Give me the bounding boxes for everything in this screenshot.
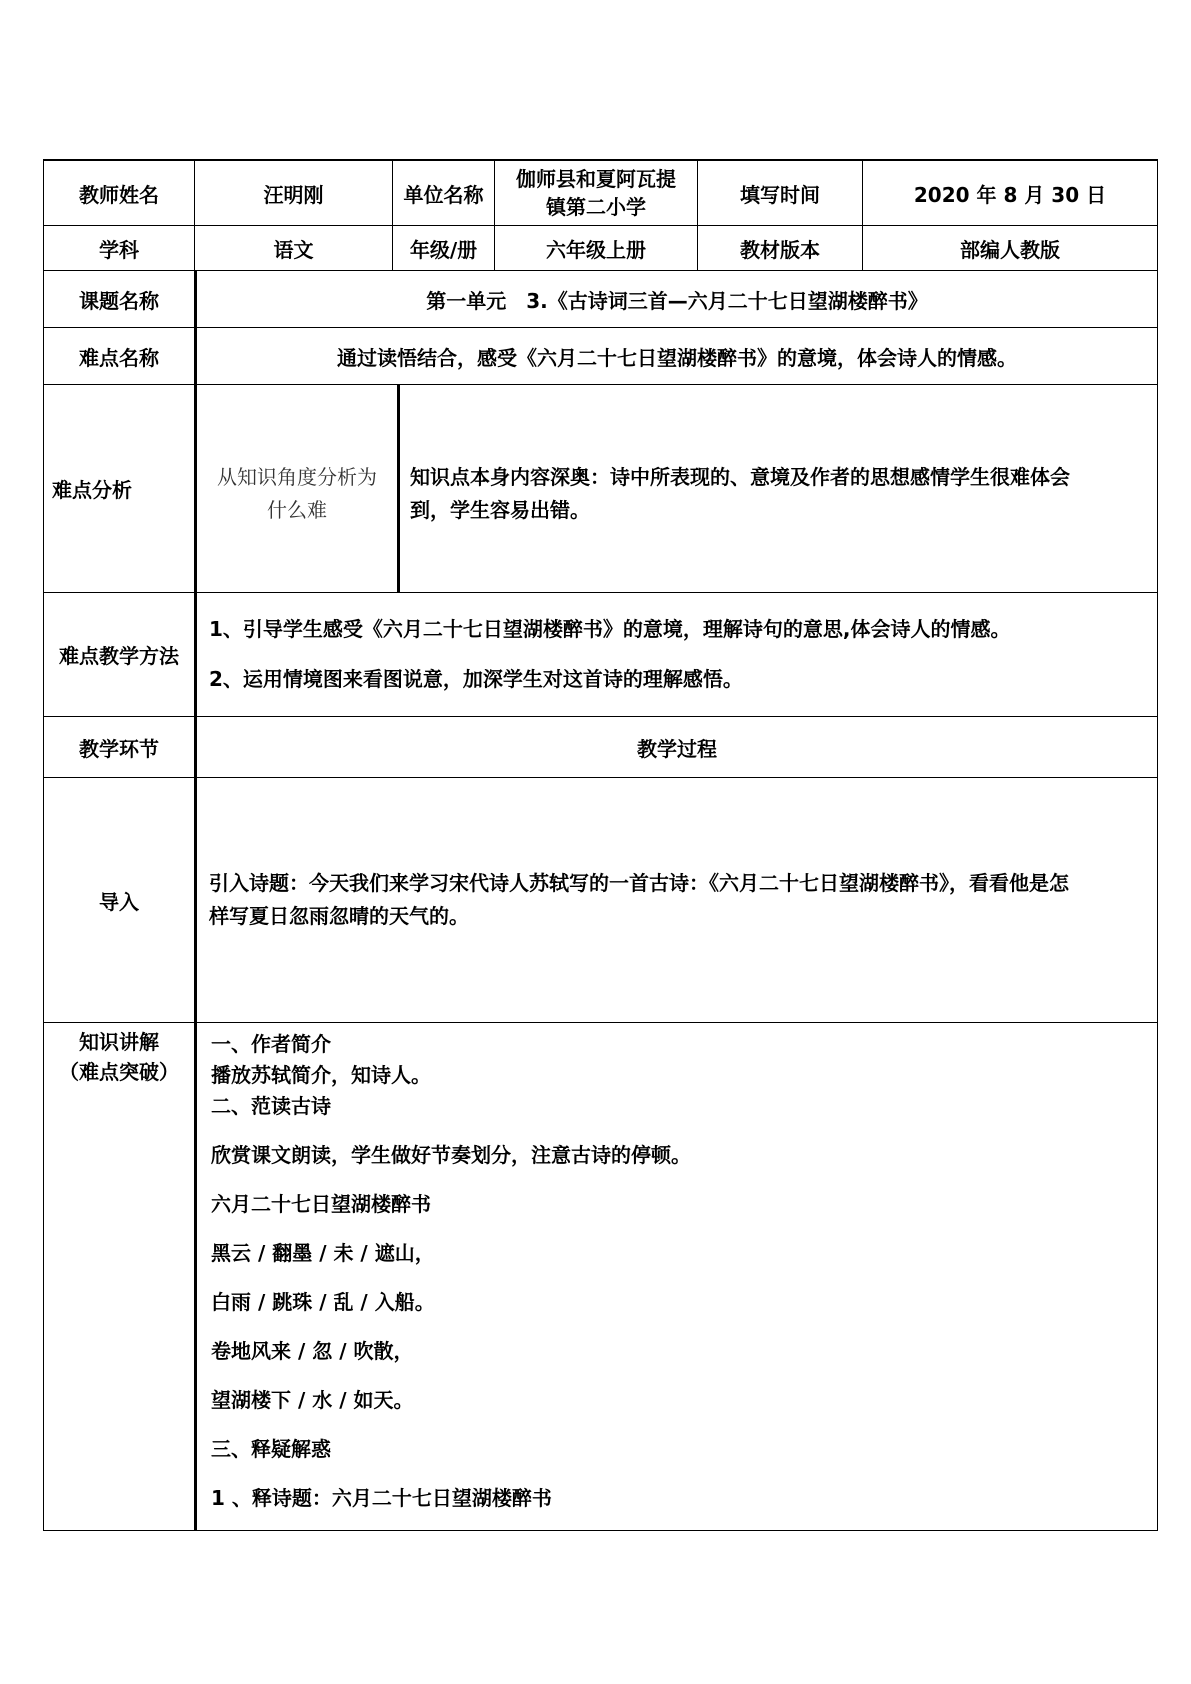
knowledge-content — [194, 1023, 1157, 1530]
fill-date-value: 2020 年 8 月 30 日 — [862, 161, 1157, 225]
method-label: 难点教学方法 — [59, 644, 179, 668]
knowledge-line: 欣赏课文朗读，学生做好节奏划分，注意古诗的停顿。 — [211, 1143, 691, 1167]
poem-line: 卷地风来 / 忽 / 吹散， — [211, 1339, 414, 1363]
table-row-knowledge — [44, 1023, 1157, 1530]
intro-text-line1: 引入诗题：今天我们来学习宋代诗人苏轼写的一首古诗：《六月二十七日望湖楼醉书》，看看他是怎 — [209, 871, 1069, 895]
analysis-sub-label — [194, 385, 397, 592]
analysis-label: 难点分析 — [52, 478, 132, 502]
knowledge-label-line2: （难点突破） — [59, 1060, 179, 1084]
difficulty-value: 通过读悟结合，感受《六月二十七日望湖楼醉书》的意境，体会诗人的情感。 — [194, 328, 1157, 384]
table-row-topic — [44, 271, 1157, 328]
unit-name-value — [494, 161, 697, 225]
table-row-teacher-info — [44, 161, 1157, 226]
edition-label: 教材版本 — [697, 226, 862, 270]
analysis-sub-label-line1: 从知识角度分析为 — [217, 465, 377, 489]
process-stage-label: 教学环节 — [79, 736, 159, 761]
edition-value: 部编人教版 — [862, 226, 1157, 270]
grade-label: 年级/册 — [392, 226, 494, 270]
knowledge-line: 1 、释诗题：六月二十七日望湖楼醉书 — [211, 1486, 552, 1510]
poem-line: 白雨 / 跳珠 / 乱 / 入船。 — [211, 1290, 435, 1314]
analysis-text-line2: 到，学生容易出错。 — [410, 498, 590, 522]
lesson-plan-table — [43, 159, 1158, 1531]
table-row-difficulty — [44, 328, 1157, 385]
subject-value: 语文 — [194, 226, 392, 270]
topic-value: 第一单元 3.《古诗词三首—六月二十七日望湖楼醉书》 — [194, 271, 1157, 327]
unit-name-line1: 伽师县和夏阿瓦提 — [516, 167, 676, 191]
knowledge-line: 一、作者简介 — [211, 1032, 331, 1056]
method-item-1: 1、引导学生感受《六月二十七日望湖楼醉书》的意境，理解诗句的意思,体会诗人的情感。 — [209, 617, 1011, 641]
knowledge-line: 六月二十七日望湖楼醉书 — [211, 1192, 431, 1216]
unit-name-label: 单位名称 — [392, 161, 494, 225]
method-item-2: 2、运用情境图来看图说意，加深学生对这首诗的理解感悟。 — [209, 667, 743, 691]
topic-label: 课题名称 — [79, 288, 159, 313]
fill-date-label: 填写时间 — [697, 161, 862, 225]
knowledge-line: 二、范读古诗 — [211, 1094, 331, 1118]
analysis-text — [397, 385, 1157, 592]
teacher-name-value: 汪明刚 — [194, 161, 392, 225]
intro-label: 导入 — [99, 889, 139, 914]
poem-line: 黑云 / 翻墨 / 未 / 遮山， — [211, 1241, 435, 1265]
table-row-intro — [44, 778, 1157, 1023]
subject-label: 学科 — [99, 237, 139, 262]
knowledge-line: 三、释疑解惑 — [211, 1437, 331, 1461]
table-row-process-header — [44, 717, 1157, 778]
table-row-method — [44, 593, 1157, 717]
knowledge-label-line1: 知识讲解 — [79, 1030, 159, 1054]
table-row-analysis — [44, 385, 1157, 593]
difficulty-label: 难点名称 — [79, 345, 159, 370]
analysis-sub-label-line2: 什么难 — [267, 498, 327, 522]
knowledge-label — [44, 1023, 194, 1530]
unit-name-line2: 镇第二小学 — [546, 195, 646, 219]
process-header-value: 教学过程 — [194, 717, 1157, 777]
knowledge-line: 播放苏轼简介，知诗人。 — [211, 1063, 431, 1087]
table-row-subject-info — [44, 226, 1157, 271]
analysis-text-line1: 知识点本身内容深奥：诗中所表现的、意境及作者的思想感情学生很难体会 — [410, 465, 1070, 489]
intro-text — [194, 778, 1157, 1022]
intro-text-line2: 样写夏日忽雨忽晴的天气的。 — [209, 904, 469, 928]
method-text — [194, 593, 1157, 716]
grade-value: 六年级上册 — [494, 226, 697, 270]
poem-line: 望湖楼下 / 水 / 如天。 — [211, 1388, 414, 1412]
teacher-name-label: 教师姓名 — [79, 182, 159, 207]
